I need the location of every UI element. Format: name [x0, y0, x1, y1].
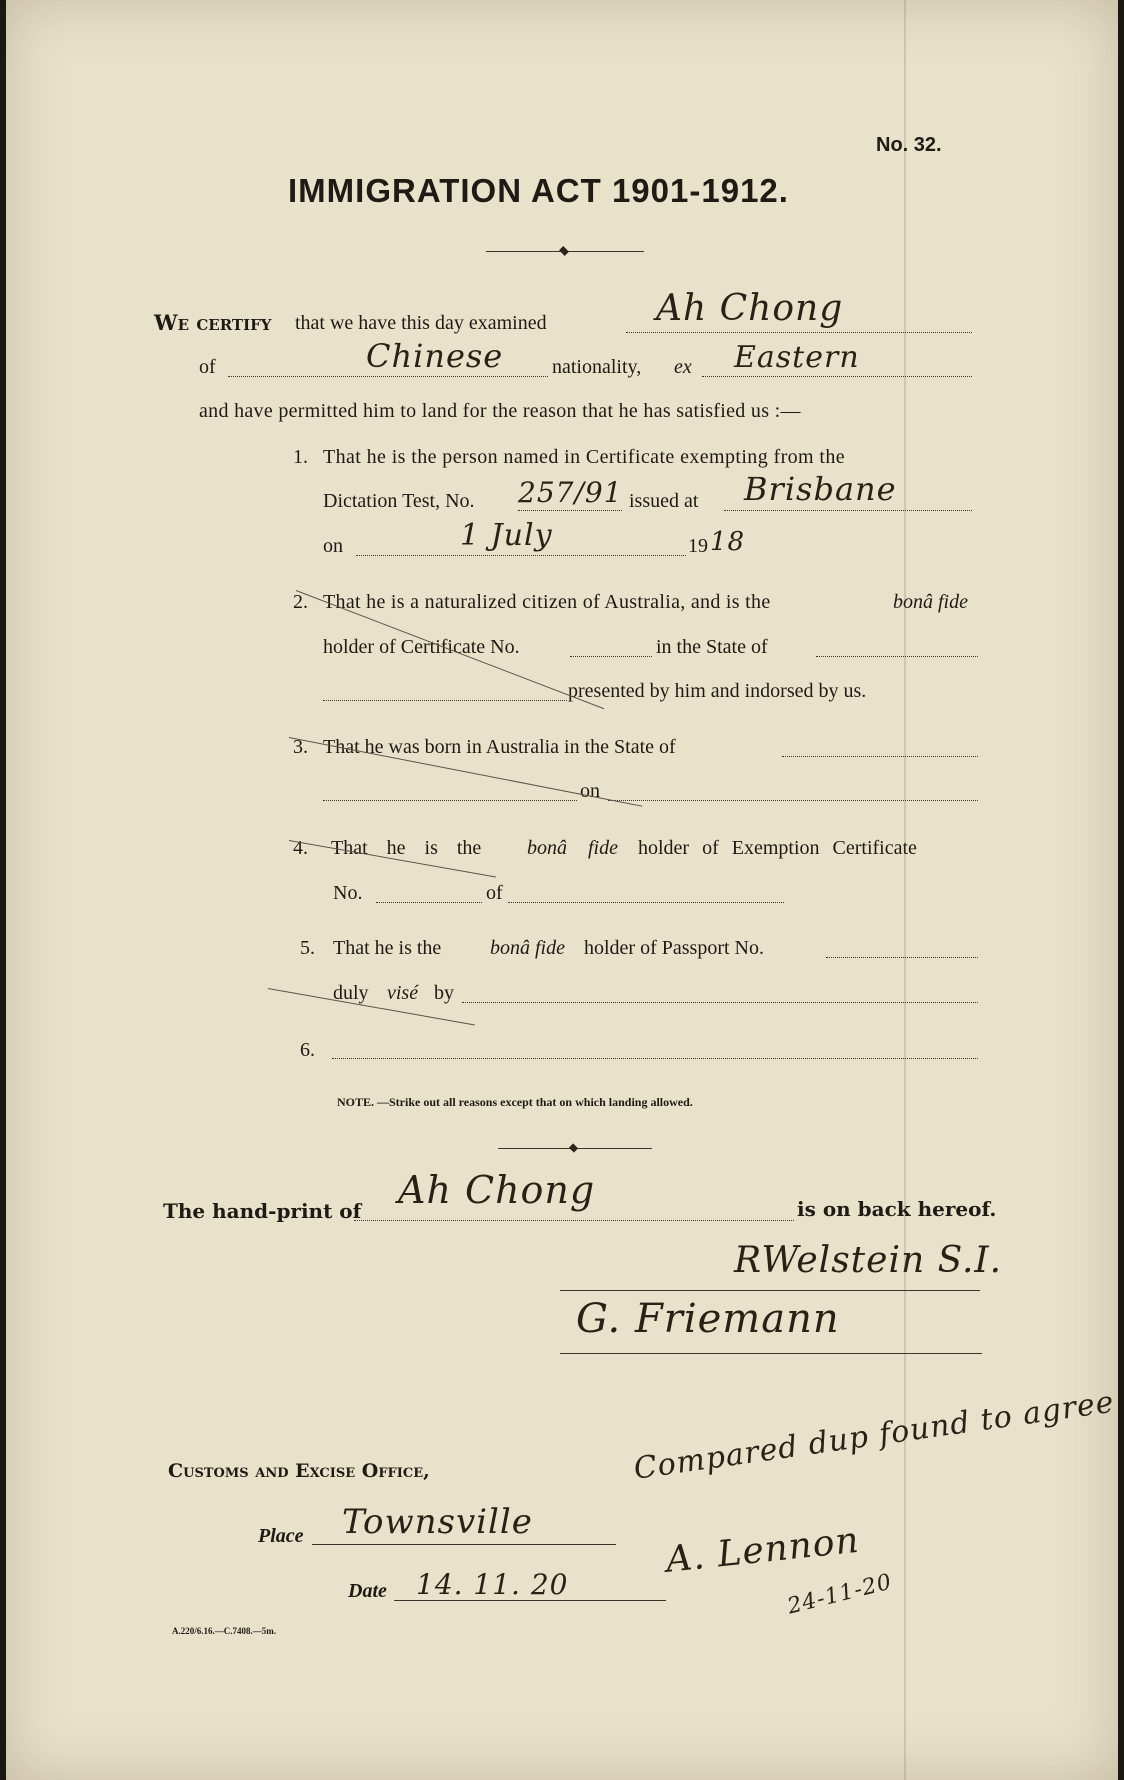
reason-4-no-line	[376, 902, 482, 903]
reason-4-fide: fide	[588, 837, 618, 859]
reason-2-line-1: That he is a naturalized citizen of Australia, and is the	[323, 591, 771, 613]
ship-name: Eastern	[734, 340, 860, 375]
nationality-label: nationality,	[552, 356, 642, 378]
reason-4-line-1b: holder of Exemption Certificate	[638, 837, 917, 859]
place-value: Townsville	[342, 1502, 533, 1542]
cert-no-line	[518, 510, 622, 511]
reason-5-by-line	[462, 1002, 978, 1003]
signature-2: G. Friemann	[576, 1296, 840, 1342]
reason-2-holder-label: holder of Certificate No.	[323, 636, 520, 658]
customs-office-label: Customs and Excise Office,	[168, 1460, 430, 1482]
reason-3-date-line	[608, 800, 978, 801]
paper-edge-shadow	[6, 0, 1118, 1780]
page-title: IMMIGRATION ACT 1901-1912.	[288, 172, 789, 209]
reason-2-state-line	[816, 656, 978, 657]
date-value: 14. 11. 20	[416, 1568, 569, 1601]
reason-3-state-line	[782, 756, 978, 757]
reason-4-bona: bonâ	[527, 837, 567, 859]
reason-6-line	[332, 1058, 978, 1059]
certificate-page	[6, 0, 1118, 1780]
reason-1-date: 1 July	[460, 518, 553, 553]
date-label: Date	[348, 1580, 387, 1602]
reason-2-number: 2.	[293, 591, 308, 613]
reason-5-by-label: by	[434, 982, 454, 1004]
reason-5-bona-fide: bonâ fide	[490, 937, 565, 959]
examined-name: Ah Chong	[656, 288, 844, 329]
certify-text: that we have this day examined	[295, 312, 547, 334]
reason-5-line-1a: That he is the	[333, 937, 442, 959]
ship-field-line	[702, 376, 972, 377]
reason-4-no-label: No.	[333, 882, 363, 904]
name-field-line	[626, 332, 972, 333]
reason-1-date-line	[356, 555, 686, 556]
reason-5-number: 5.	[300, 937, 315, 959]
reason-5-vise: visé	[387, 982, 419, 1004]
reason-4-number: 4.	[293, 837, 308, 859]
reason-3-left-line	[323, 800, 577, 801]
place-line	[312, 1544, 616, 1545]
reason-1-year: 18	[710, 527, 746, 557]
reason-5-line-1b: holder of Passport No.	[584, 937, 764, 959]
annotation-initials: A. Lennon	[663, 1519, 862, 1581]
reason-3-number: 3.	[293, 736, 308, 758]
reason-1-year-prefix: 19	[688, 535, 708, 557]
handprint-prefix: The hand-print of	[163, 1199, 362, 1223]
note-text: —Strike out all reasons except that on which landing allowed.	[377, 1095, 693, 1109]
annotation-date: 24-11-20	[784, 1569, 895, 1620]
reason-5-duly-label: duly	[333, 982, 369, 1004]
reason-2-presented-line	[323, 700, 567, 701]
form-number: No. 32.	[876, 134, 942, 156]
reason-2-bona-fide: bonâ fide	[893, 591, 968, 613]
reason-1-number: 1.	[293, 446, 308, 468]
issued-at-line	[724, 510, 972, 511]
title-divider-ornament	[559, 246, 569, 256]
cert-number: 257/91	[518, 476, 623, 509]
signature-line-2	[560, 1353, 982, 1354]
of-label: of	[199, 356, 216, 378]
nationality-value: Chinese	[366, 337, 504, 375]
reason-4-of-line	[508, 902, 784, 903]
ex-label: ex	[674, 356, 692, 378]
nationality-field-line	[228, 376, 548, 377]
printer-code: A.220/6.16.—C.7408.—5m.	[172, 1626, 276, 1636]
reason-2-state-label: in the State of	[656, 636, 768, 658]
paper-fold-line	[904, 0, 906, 1780]
reason-3-line-1: That he was born in Australia in the State of	[323, 736, 676, 758]
issued-place: Brisbane	[744, 470, 897, 508]
reason-2-line-3: presented by him and indorsed by us.	[568, 680, 867, 702]
reason-1-dictation-label: Dictation Test, No.	[323, 490, 475, 512]
handprint-suffix: is on back hereof.	[797, 1197, 997, 1221]
reason-2-cert-line	[570, 656, 652, 657]
annotation-note: Compared dup found to agree	[631, 1384, 1117, 1487]
reason-3-on-label: on	[580, 780, 600, 802]
permit-text: and have permitted him to land for the reason that he has satisfied us :—	[199, 400, 801, 422]
reason-5-passport-line	[826, 957, 978, 958]
issued-at-label: issued at	[629, 490, 699, 512]
signature-1: RWelstein S.I.	[734, 1240, 1003, 1281]
handprint-name: Ah Chong	[398, 1168, 596, 1212]
note-divider-ornament	[569, 1143, 578, 1152]
reason-1-on-label: on	[323, 535, 343, 557]
reason-4-line-1a: That he is the	[331, 837, 482, 859]
reason-4-of-label: of	[486, 882, 503, 904]
place-label: Place	[258, 1525, 304, 1547]
handprint-name-line	[354, 1220, 794, 1221]
note-label: NOTE.	[337, 1095, 375, 1109]
certify-lead: We certify	[154, 310, 272, 335]
signature-line-1	[560, 1290, 980, 1291]
reason-6-number: 6.	[300, 1039, 315, 1061]
reason-1-line-1: That he is the person named in Certificate exempting from the	[323, 446, 846, 468]
